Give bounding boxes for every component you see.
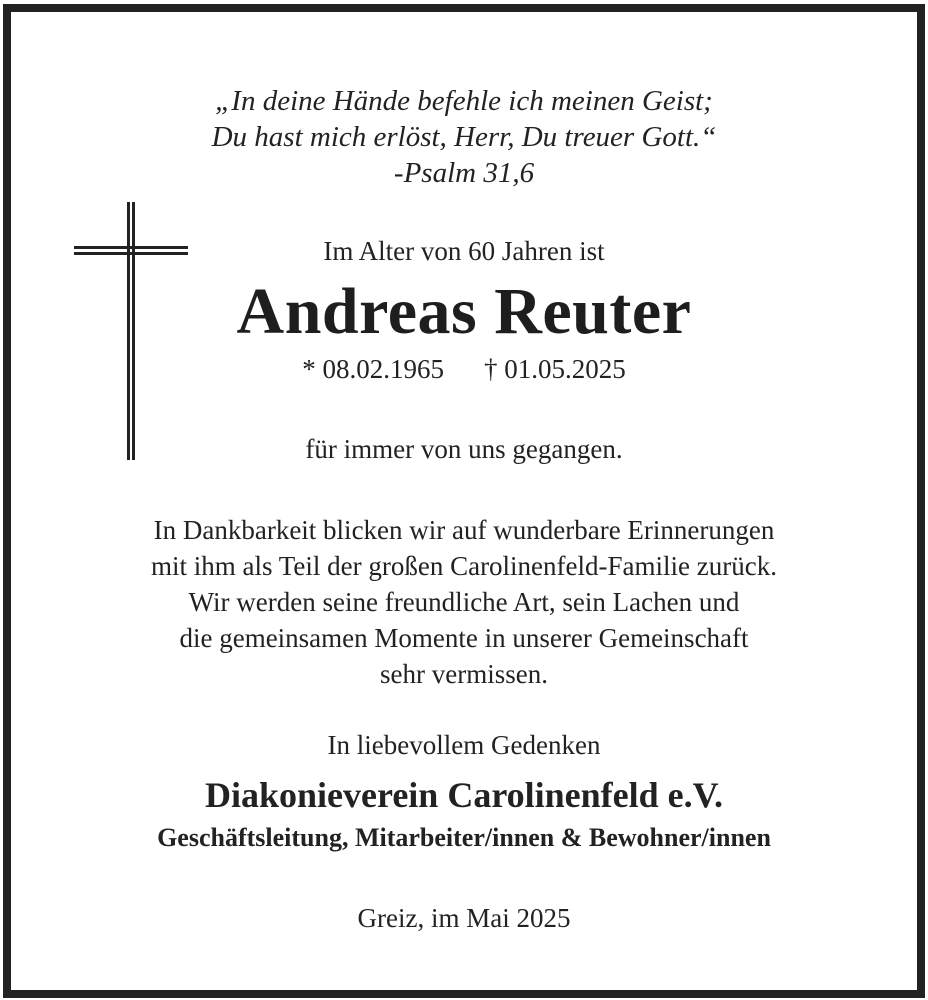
tribute-line-1: In Dankbarkeit blicken wir auf wunderbare Erinnerungen bbox=[153, 515, 775, 545]
place-date: Greiz, im Mai 2025 bbox=[357, 903, 571, 933]
tribute-line-5: sehr vermissen. bbox=[380, 659, 548, 689]
deceased-name: Andreas Reuter bbox=[236, 275, 692, 348]
birth-date: * 08.02.1965 bbox=[302, 354, 444, 384]
tribute-line-3: Wir werden seine freundliche Art, sein Lachen und bbox=[188, 587, 740, 617]
death-date: † 01.05.2025 bbox=[484, 354, 626, 384]
life-dates bbox=[11, 354, 917, 385]
tribute-line-2: mit ihm als Teil der großen Carolinenfeld-Familie zurück. bbox=[151, 551, 777, 581]
psalm-reference: -Psalm 31,6 bbox=[393, 157, 535, 189]
psalm-quote-line-2: Du hast mich erlöst, Herr, Du treuer Gott.“ bbox=[211, 121, 717, 153]
passing-line: für immer von uns gegangen. bbox=[305, 434, 623, 464]
organization-name: Diakonieverein Carolinenfeld e.V. bbox=[204, 775, 723, 815]
age-line: Im Alter von 60 Jahren ist bbox=[323, 236, 605, 266]
psalm-quote-line-1: „In deine Hände befehle ich meinen Geist; bbox=[215, 85, 713, 117]
tribute-line-4: die gemeinsamen Momente in unserer Gemeinschaft bbox=[179, 623, 749, 653]
memorial-line: In liebevollem Gedenken bbox=[327, 730, 601, 760]
organization-members: Geschäftsleitung, Mitarbeiter/innen & Bewohner/innen bbox=[157, 823, 771, 852]
obituary-frame bbox=[3, 4, 925, 998]
